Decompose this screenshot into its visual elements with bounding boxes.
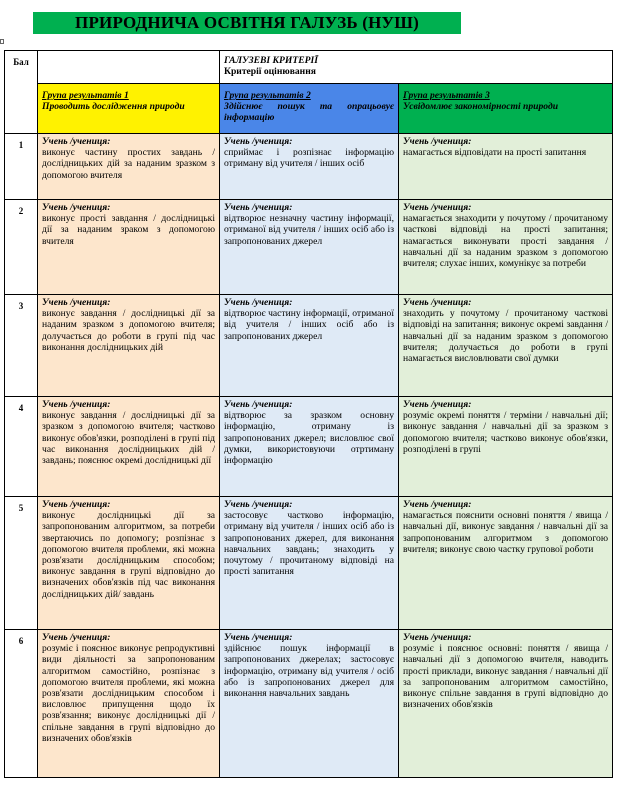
criteria-cell: Учень /учениця: розуміє і пояснює основні: поняття / явища / навчальні дії з допомогою вчителя, наводить прості приклади, виконує завдання / навчальні дії за запропонованим алгоритмом самостійно, виконує спільне завдання в групі відповідно до визначених обов'язків [399, 630, 613, 778]
criteria-cell: Учень /учениця: здійснює пошук інформації в запропонованих джерелах; застосовує інформацію, отриману від учителя / осіб або із запропонованих джерел для виконання навчальних завдань [220, 630, 399, 778]
score-cell: 5 [5, 497, 38, 630]
criteria-cell: Учень /учениця: виконує завдання / дослідницькі дії за наданим зразком з допомогою вчителя; долучається до роботи в групі під час виконання дослідницьких дій [38, 295, 220, 397]
group-2-header [220, 84, 399, 134]
criteria-title: ГАЛУЗЕВІ КРИТЕРІЇ [224, 55, 318, 66]
criteria-cell: Учень /учениця: виконує частину простих завдань / дослідницьких дій за наданим зразком з допомогою вчителя [38, 134, 220, 200]
group-3-desc: Усвідомлює закономірності природи [403, 101, 559, 113]
criteria-cell: Учень /учениця: виконує завдання / дослідницькі дії за зразком з допомогою вчителя; частково виконує обов'язки, розподілені в групі під час виконання дослідницьких дій / завдань; пояснює окремі дослідницькі дії [38, 397, 220, 497]
criteria-subtitle: Критерії оцінювання [224, 66, 316, 78]
table-row [5, 497, 613, 630]
criteria-cell: Учень /учениця: виконує дослідницькі дії за запропонованим алгоритмом, за потреби звертаючись по допомогу; розпізнає з допомогою вчителя проблеми, які можна розв'язати дослідницьким способом; виконує завдання в групі відповідно до визначених обов'язків під час виконання дослідницьких дій/ завдань [38, 497, 220, 630]
table-row [5, 630, 613, 778]
criteria-header [220, 51, 613, 84]
criteria-cell: Учень /учениця: намагається пояснити основні поняття / явища /навчальні дії, виконує завдання / навчальні дії за запропонованим алгоритмом з допомогою вчителя; виконує свою частку групової роботи [399, 497, 613, 630]
criteria-cell: Учень /учениця: сприймає і розпізнає інформацію отриману від учителя / інших осіб [220, 134, 399, 200]
criteria-cell: Учень /учениця: намагається відповідати на прості запитання [399, 134, 613, 200]
score-cell: 3 [5, 295, 38, 397]
group-1-label: Група результатів 1 [42, 90, 129, 101]
criteria-cell: Учень /учениця: відтворює за зразком основну інформацію, отриману із запропонованих джерел; висловлює свої думки, використовуючи отртиману інформацію [220, 397, 399, 497]
group-2-label: Група результатів 2 [224, 90, 311, 101]
criteria-cell: Учень /учениця: розуміє окремі поняття / терміни / навчальні дії; виконує завдання / навчальні дії за зразком з допомогою вчителя; частково виконує обов'язки, розподілені в групі [399, 397, 613, 497]
criteria-cell: Учень /учениця: відтворює незначну частину інформації, отриманої від учителя / інших осіб або із запропонованих джерел [220, 200, 399, 295]
group-3-label: Група результатів 3 [403, 90, 490, 101]
score-cell: 4 [5, 397, 38, 497]
criteria-cell: Учень /учениця: відтворює частину інформації, отриманої від учителя / інших осіб або із запропонованих джерел [220, 295, 399, 397]
group-3-header [399, 84, 613, 134]
criteria-cell: Учень /учениця: намагається знаходити у почутому / прочитаному часткові відповіді на прості запитання; намагається виконувати прості завдання / навчальні дії за наданим зразком з допомогою вчителя; слухає інших, комунікує за потреби [399, 200, 613, 295]
table-handle-icon[interactable] [0, 39, 4, 44]
header-empty-cell [38, 51, 220, 84]
criteria-cell: Учень /учениця: знаходить у почутому / прочитаному часткові відповіді на запитання; виконує окремі завдання / навчальні дії за наданим зразком з допомогою вчителя; долучається до роботи в групі намагається висловлювати свої думки [399, 295, 613, 397]
criteria-cell: Учень /учениця: розуміє і пояснює виконує репродуктивні види діяльності за запропонованим алгоритмом самостійно, розпізнає з допомогою вчителя проблеми, які можна розв'язати дослідницьким способом і висловлює припущення щодо їх розв'язання; виконує дослідницькі дії / спільне завдання в групі відповідно до визначених обов'язків [38, 630, 220, 778]
group-2-desc: Здійснює пошук та опрацьовує інформацію [224, 101, 394, 124]
table-row [5, 397, 613, 497]
table-row [5, 295, 613, 397]
group-1-desc: Проводить дослідження природи [42, 101, 185, 113]
table-row [5, 134, 613, 200]
score-cell: 6 [5, 630, 38, 778]
page-title: ПРИРОДНИЧА ОСВІТНЯ ГАЛУЗЬ (НУШ) [33, 12, 461, 34]
score-cell: 1 [5, 134, 38, 200]
table-row [5, 200, 613, 295]
group-1-header [38, 84, 220, 134]
criteria-cell: Учень /учениця: застосовує частково інформацію, отриману від учителя / інших осіб або із запропонованих джерел, для виконання навчальних завдань; знаходить у почутому / прочитаному відповіді на прості запитання [220, 497, 399, 630]
bal-header: Бал [5, 51, 38, 134]
criteria-cell: Учень /учениця: виконує прості завдання / дослідницькі дії за наданим зраком з допомогою вчителя [38, 200, 220, 295]
criteria-table [4, 50, 613, 778]
score-cell: 2 [5, 200, 38, 295]
